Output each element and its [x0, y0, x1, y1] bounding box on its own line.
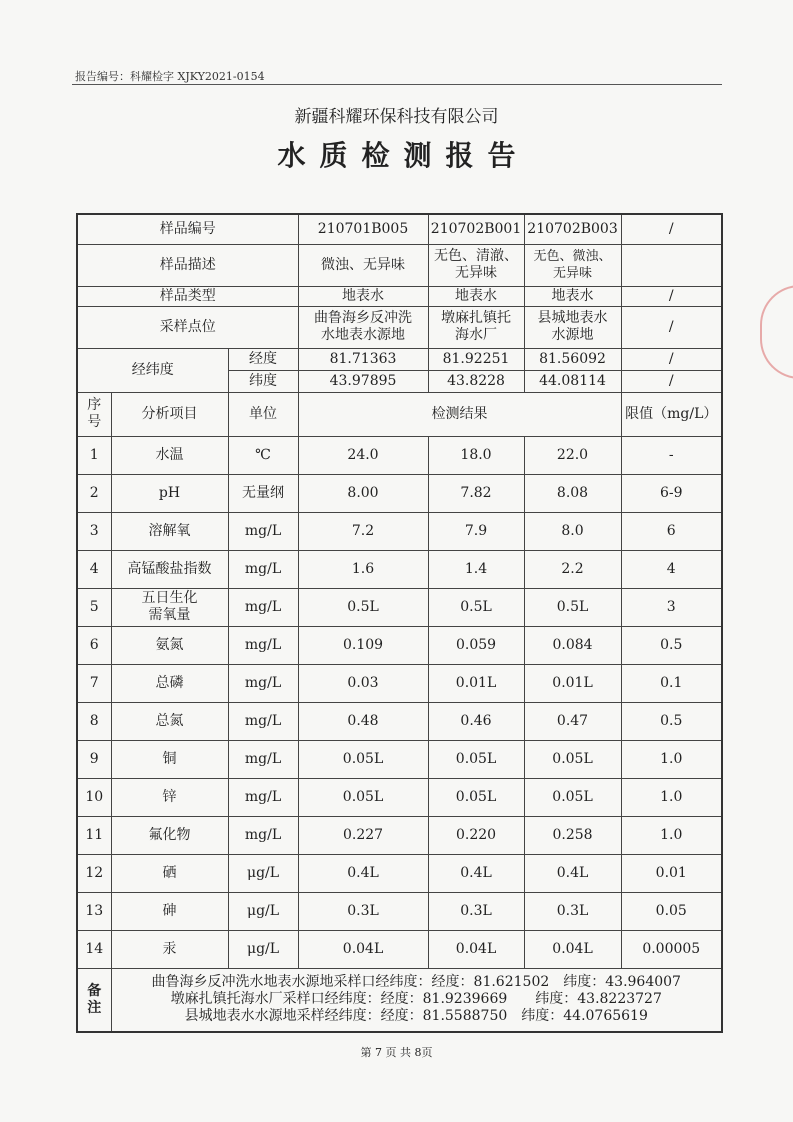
item-cell: [111, 854, 228, 892]
value-cell: 0.3L: [428, 892, 524, 930]
value-cell: 0.5L: [428, 588, 524, 626]
limit-empty: [621, 244, 722, 286]
value-cell: 22.0: [524, 436, 621, 474]
location-cell: [524, 306, 621, 348]
value-cell: 0.5L: [524, 588, 621, 626]
value-cell: 0.04L: [298, 930, 428, 968]
item-cell: [111, 778, 228, 816]
item-header: 分析项目: [111, 392, 228, 436]
limit-placeholder: /: [621, 348, 722, 370]
sample-no-row: [77, 214, 722, 244]
value-cell: 0.05L: [298, 778, 428, 816]
limit-cell: 0.05: [621, 892, 722, 930]
value-cell: 0.109: [298, 626, 428, 664]
item-line: pH: [158, 484, 181, 501]
note-line: 县城地表水水源地采样经纬度：经度：81.5588750 纬度：44.0765619: [184, 1008, 648, 1025]
loc-line: 水源地: [551, 327, 594, 343]
location-label: 采样点位: [77, 306, 298, 348]
seq-cell: 11: [77, 816, 111, 854]
limit-cell: 0.1: [621, 664, 722, 702]
report-title: 水质检测报告: [277, 139, 530, 172]
table-row: [77, 474, 722, 512]
value-cell: 0.47: [524, 702, 621, 740]
seq-cell: 7: [77, 664, 111, 702]
value-cell: 0.05L: [428, 778, 524, 816]
seq-cell: 14: [77, 930, 111, 968]
desc-line: 无色、微浊、: [533, 249, 612, 264]
unit-cell: mg/L: [228, 702, 298, 740]
value-cell: 0.059: [428, 626, 524, 664]
value-cell: 0.05L: [524, 740, 621, 778]
item-line: 总氮: [155, 712, 184, 729]
latitude-label: 纬度: [228, 370, 298, 392]
limit-header: 限值（mg/L）: [621, 392, 722, 436]
sample-type-label: 样品类型: [77, 286, 298, 306]
seq-cell: 5: [77, 588, 111, 626]
table-row: [77, 778, 722, 816]
item-cell: [111, 892, 228, 930]
item-cell: [111, 816, 228, 854]
sample-type-cell: 地表水: [524, 286, 621, 306]
seq-header: [77, 392, 111, 436]
item-cell: [111, 702, 228, 740]
latlon-label: 经纬度: [77, 348, 228, 392]
sample-desc-cell: [428, 244, 524, 286]
value-cell: 8.08: [524, 474, 621, 512]
table-row: [77, 702, 722, 740]
value-cell: 0.05L: [298, 740, 428, 778]
seq-cell: 13: [77, 892, 111, 930]
item-cell: [111, 512, 228, 550]
value-cell: 0.3L: [298, 892, 428, 930]
seq-line: 号: [87, 414, 102, 430]
item-line: 砷: [162, 902, 177, 919]
value-cell: 0.220: [428, 816, 524, 854]
longitude-cell: 81.71363: [298, 348, 428, 370]
location-row: [77, 306, 722, 348]
loc-line: 水地表水源地: [321, 327, 406, 343]
value-cell: 0.227: [298, 816, 428, 854]
longitude-row: [77, 348, 722, 370]
value-cell: 24.0: [298, 436, 428, 474]
notes-content: [111, 968, 722, 1032]
note-line: 曲鲁海乡反冲洗水地表水源地采样口经纬度：经度：81.621502 纬度：43.964007: [151, 974, 681, 991]
value-cell: 0.4L: [298, 854, 428, 892]
unit-cell: mg/L: [228, 626, 298, 664]
sample-desc-row: [77, 244, 722, 286]
notes-label: [77, 968, 111, 1032]
value-cell: 1.4: [428, 550, 524, 588]
value-cell: 2.2: [524, 550, 621, 588]
item-line: 五日生化: [141, 590, 198, 606]
seq-cell: 8: [77, 702, 111, 740]
limit-cell: 1.0: [621, 816, 722, 854]
value-cell: 7.2: [298, 512, 428, 550]
desc-line: 无异味: [553, 266, 593, 281]
item-line: 氨氮: [155, 636, 184, 653]
notes-row: [77, 968, 722, 1032]
longitude-cell: 81.56092: [524, 348, 621, 370]
value-cell: 0.4L: [524, 854, 621, 892]
sample-no-cell: 210702B003: [524, 214, 621, 244]
table-row: [77, 854, 722, 892]
unit-cell: mg/L: [228, 664, 298, 702]
value-cell: 0.258: [524, 816, 621, 854]
value-cell: 0.04L: [428, 930, 524, 968]
item-cell: [111, 550, 228, 588]
value-cell: 8.00: [298, 474, 428, 512]
limit-placeholder: /: [621, 306, 722, 348]
table-row: [77, 930, 722, 968]
seq-line: 序: [87, 397, 102, 413]
value-cell: 0.5L: [298, 588, 428, 626]
limit-cell: 4: [621, 550, 722, 588]
location-cell: [428, 306, 524, 348]
loc-line: 曲鲁海乡反冲洗: [314, 310, 413, 326]
desc-line: 无色、清澈、: [434, 248, 519, 264]
value-cell: 0.4L: [428, 854, 524, 892]
unit-header: 单位: [228, 392, 298, 436]
limit-cell: 0.5: [621, 626, 722, 664]
notes-label-line: 注: [87, 999, 102, 1016]
loc-line: 县城地表水: [537, 310, 608, 326]
item-line: 总磷: [155, 674, 184, 691]
unit-cell: mg/L: [228, 740, 298, 778]
table-row: [77, 436, 722, 474]
item-cell: [111, 474, 228, 512]
item-line: 氟化物: [148, 826, 191, 843]
item-cell: [111, 436, 228, 474]
sample-type-cell: 地表水: [428, 286, 524, 306]
value-cell: 0.04L: [524, 930, 621, 968]
company-name: 新疆科耀环保科技有限公司: [294, 107, 499, 127]
results-header-row: [77, 392, 722, 436]
table-row: [77, 550, 722, 588]
item-cell: [111, 588, 228, 626]
value-cell: 0.48: [298, 702, 428, 740]
value-cell: 1.6: [298, 550, 428, 588]
loc-line: 墩麻扎镇托: [441, 310, 512, 326]
limit-placeholder: /: [621, 214, 722, 244]
water-quality-table: [76, 213, 723, 1033]
unit-cell: mg/L: [228, 512, 298, 550]
limit-cell: 3: [621, 588, 722, 626]
item-line: 锌: [162, 788, 177, 805]
limit-cell: 0.5: [621, 702, 722, 740]
value-cell: 0.084: [524, 626, 621, 664]
sample-no-cell: 210701B005: [298, 214, 428, 244]
desc-line: 微浊、无异味: [321, 256, 406, 273]
unit-cell: 无量纲: [228, 474, 298, 512]
value-cell: 0.05L: [428, 740, 524, 778]
unit-cell: mg/L: [228, 816, 298, 854]
table-row: [77, 816, 722, 854]
sample-desc-label: 样品描述: [77, 244, 298, 286]
limit-cell: 6-9: [621, 474, 722, 512]
table-row: [77, 892, 722, 930]
limit-cell: 6: [621, 512, 722, 550]
sample-desc-cell: [298, 244, 428, 286]
value-cell: 7.9: [428, 512, 524, 550]
limit-placeholder: /: [621, 370, 722, 392]
value-cell: 0.01L: [524, 664, 621, 702]
sample-desc-cell: [524, 244, 621, 286]
seq-cell: 12: [77, 854, 111, 892]
unit-cell: mg/L: [228, 550, 298, 588]
value-cell: 0.05L: [524, 778, 621, 816]
value-cell: 0.01L: [428, 664, 524, 702]
sample-type-row: [77, 286, 722, 306]
item-line: 需氧量: [148, 607, 191, 623]
unit-cell: μg/L: [228, 930, 298, 968]
latitude-cell: 43.97895: [298, 370, 428, 392]
seq-cell: 4: [77, 550, 111, 588]
location-cell: [298, 306, 428, 348]
unit-cell: mg/L: [228, 588, 298, 626]
results-body: [77, 436, 722, 968]
seq-cell: 10: [77, 778, 111, 816]
seq-cell: 6: [77, 626, 111, 664]
result-header: 检测结果: [298, 392, 621, 436]
table-row: [77, 664, 722, 702]
unit-cell: μg/L: [228, 892, 298, 930]
table-row: [77, 588, 722, 626]
limit-cell: 0.01: [621, 854, 722, 892]
table-row: [77, 740, 722, 778]
table-row: [77, 626, 722, 664]
notes-label-line: 备: [87, 982, 102, 999]
item-cell: [111, 740, 228, 778]
item-line: 溶解氧: [148, 522, 191, 539]
longitude-cell: 81.92251: [428, 348, 524, 370]
sample-no-cell: 210702B001: [428, 214, 524, 244]
limit-cell: -: [621, 436, 722, 474]
sample-no-label: 样品编号: [77, 214, 298, 244]
header-divider: [72, 84, 722, 85]
seq-cell: 2: [77, 474, 111, 512]
limit-placeholder: /: [621, 286, 722, 306]
report-number: 报告编号：科耀检字 XJKY2021-0154: [75, 70, 265, 83]
unit-cell: mg/L: [228, 778, 298, 816]
latitude-cell: 43.8228: [428, 370, 524, 392]
loc-line: 海水厂: [455, 327, 498, 343]
item-line: 水温: [155, 446, 184, 463]
limit-cell: 1.0: [621, 740, 722, 778]
unit-cell: μg/L: [228, 854, 298, 892]
item-cell: [111, 664, 228, 702]
item-cell: [111, 626, 228, 664]
value-cell: 0.03: [298, 664, 428, 702]
value-cell: 8.0: [524, 512, 621, 550]
latitude-cell: 44.08114: [524, 370, 621, 392]
sample-type-cell: 地表水: [298, 286, 428, 306]
page-number: 第 7 页 共 8页: [360, 1046, 433, 1059]
seq-cell: 9: [77, 740, 111, 778]
note-line: 墩麻扎镇托海水厂采样口经纬度：经度：81.9239669 纬度：43.8223727: [170, 991, 662, 1008]
limit-cell: 0.00005: [621, 930, 722, 968]
item-line: 硒: [162, 864, 177, 881]
value-cell: 18.0: [428, 436, 524, 474]
value-cell: 7.82: [428, 474, 524, 512]
item-line: 铜: [162, 750, 177, 767]
item-line: 高锰酸盐指数: [127, 560, 212, 577]
value-cell: 0.46: [428, 702, 524, 740]
item-line: 汞: [162, 940, 177, 957]
table-row: [77, 512, 722, 550]
limit-cell: 1.0: [621, 778, 722, 816]
item-cell: [111, 930, 228, 968]
unit-cell: ℃: [228, 436, 298, 474]
longitude-label: 经度: [228, 348, 298, 370]
seal-stamp-icon: [760, 285, 793, 379]
seq-cell: 1: [77, 436, 111, 474]
desc-line: 无异味: [455, 265, 498, 281]
value-cell: 0.3L: [524, 892, 621, 930]
seq-cell: 3: [77, 512, 111, 550]
